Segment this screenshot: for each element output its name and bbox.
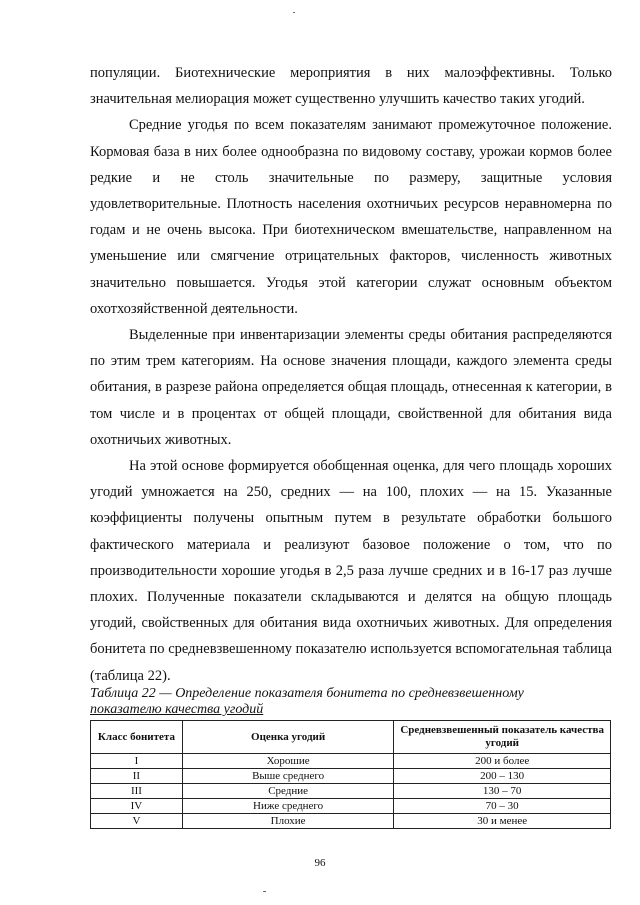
table-caption-line: Таблица 22 — Определение показателя бонитета по средневзвешенному bbox=[90, 686, 524, 701]
page-number: 96 bbox=[314, 857, 326, 869]
table-row bbox=[91, 769, 611, 784]
paragraph-continuation: популяции. Биотехнические мероприятия в них малоэффективны. Только значительная мелиорация может существенно улучшить качество таких угодий. bbox=[90, 65, 612, 108]
table-row bbox=[91, 754, 611, 769]
table-header-row bbox=[91, 721, 611, 754]
cell-rating: Плохие bbox=[182, 814, 393, 829]
cell-indicator: 200 и более bbox=[394, 754, 611, 769]
paragraph: Средние угодья по всем показателям занимают промежуточное положение. Кормовая база в них более однообразна по видовому составу, урожаи кормов более редкие и не столь значительные по размеру, защитные условия удовлетворительные. Плотность населения охотничьих ресурсов неравномерна по годам и не очень высока. При биотехническом вмешательстве, направленном на уменьшение или смягчение отрицательных факторов, численность животных значительно повышается. Угодья этой категории служат основным объектом охотхозяйственной деятельности. bbox=[90, 117, 612, 317]
header-class: Класс бонитета bbox=[91, 721, 183, 754]
cell-class: V bbox=[91, 814, 183, 829]
cell-indicator: 70 – 30 bbox=[394, 799, 611, 814]
cell-rating: Выше среднего bbox=[182, 769, 393, 784]
table-caption-line: показателю качества угодий bbox=[90, 702, 264, 717]
scan-speck bbox=[293, 12, 295, 13]
bonitet-table bbox=[90, 720, 611, 829]
cell-rating: Средние bbox=[182, 784, 393, 799]
table-row bbox=[91, 814, 611, 829]
table-row bbox=[91, 799, 611, 814]
table-row bbox=[91, 784, 611, 799]
cell-indicator: 30 и менее bbox=[394, 814, 611, 829]
cell-rating: Хорошие bbox=[182, 754, 393, 769]
cell-indicator: 130 – 70 bbox=[394, 784, 611, 799]
header-indicator: Средневзвешенный показатель качества угодий bbox=[394, 721, 611, 754]
cell-class: IV bbox=[91, 799, 183, 814]
cell-class: II bbox=[91, 769, 183, 784]
cell-rating: Ниже среднего bbox=[182, 799, 393, 814]
scan-speck bbox=[263, 891, 266, 892]
paragraph: Выделенные при инвентаризации элементы среды обитания распределяются по этим трем категориям. На основе значения площади, каждого элемента среды обитания, в разрезе района определяется общая площадь, отнесенная к категории, в том числе и в процентах от общей площади, свойственной для обитания вида охотничьих животных. bbox=[90, 327, 612, 448]
cell-indicator: 200 – 130 bbox=[394, 769, 611, 784]
header-rating: Оценка угодий bbox=[182, 721, 393, 754]
cell-class: III bbox=[91, 784, 183, 799]
cell-class: I bbox=[91, 754, 183, 769]
body-text bbox=[90, 60, 612, 689]
paragraph: На этой основе формируется обобщенная оценка, для чего площадь хороших угодий умножается на 250, средних — на 100, плохих — на 15. Указанные коэффициенты получены опытным путем в результате обработки большого фактического материала и реализуют базовое положение о том, что по производительности хорошие угодья в 2,5 раза лучше средних и в 16-17 раз лучше плохих. Полученные показатели складываются и делятся на общую площадь угодий, свойственных для обитания вида охотничьих животных. Для определения бонитета по средневзвешенному показателю используется вспомогательная таблица (таблица 22). bbox=[90, 458, 612, 684]
table-caption bbox=[90, 686, 612, 718]
